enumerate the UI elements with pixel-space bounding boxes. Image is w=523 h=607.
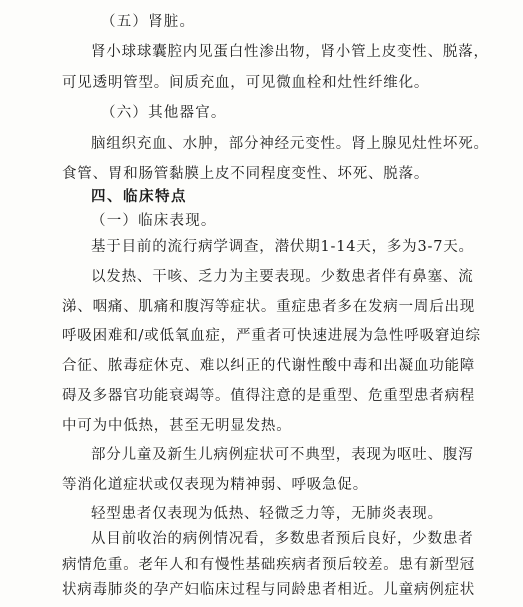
section-heading-kidney: （五）肾脏。 [101,14,196,30]
section-heading-clinical-manifestations: （一）临床表现。 [91,213,217,229]
paragraph-line: 呼吸困难和/或低氧血症，严重者可快速进展为急性呼吸窘迫综 [62,328,481,344]
paragraph-line: 合征、脓毒症休克、难以纠正的代谢性酸中毒和出凝血功能障 [62,358,476,374]
paragraph-line: 病情危重。老年人和有慢性基础疾病者预后较差。患有新型冠 [62,557,476,573]
section-heading-other-organs: （六）其他器官。 [101,105,227,121]
chapter-heading-clinical-features: 四、临床特点 [91,189,187,205]
paragraph-line: 部分儿童及新生儿病例症状可不典型，表现为呕吐、腹泻 [91,447,474,463]
paragraph-line: 等消化道症状或仅表现为精神弱、呼吸急促。 [62,477,368,493]
paragraph-line: 脑组织充血、水肿，部分神经元变性。肾上腺见灶性坏死。 [91,136,489,152]
paragraph-line: 轻型患者仅表现为低热、轻微乏力等，无肺炎表现。 [91,506,443,522]
paragraph-line: 食管、胃和肠管黏膜上皮不同程度变性、坏死、脱落。 [62,166,430,182]
paragraph-line: 状病毒肺炎的孕产妇临床过程与同龄患者相近。儿童病例症状 [62,582,476,598]
paragraph-line: 中可为中低热，甚至无明显发热。 [62,418,292,434]
paragraph-line: 基于目前的流行病学调查，潜伏期1-14天，多为3-7天。 [91,239,474,255]
paragraph-line: 可见透明管型。间质充血，可见微血栓和灶性纤维化。 [62,75,430,91]
paragraph-line: 从目前收治的病例情况看，多数患者预后良好，少数患者 [91,531,474,547]
paragraph-line: 以发热、干咳、乏力为主要表现。少数患者伴有鼻塞、流 [91,269,474,285]
paragraph-line: 碍及多器官功能衰竭等。值得注意的是重型、危重型患者病程 [62,388,476,404]
paragraph-line: 涕、咽痛、肌痛和腹泻等症状。重症患者多在发病一周后出现 [62,299,476,315]
paragraph-line: 肾小球球囊腔内见蛋白性渗出物，肾小管上皮变性、脱落， [91,44,489,60]
